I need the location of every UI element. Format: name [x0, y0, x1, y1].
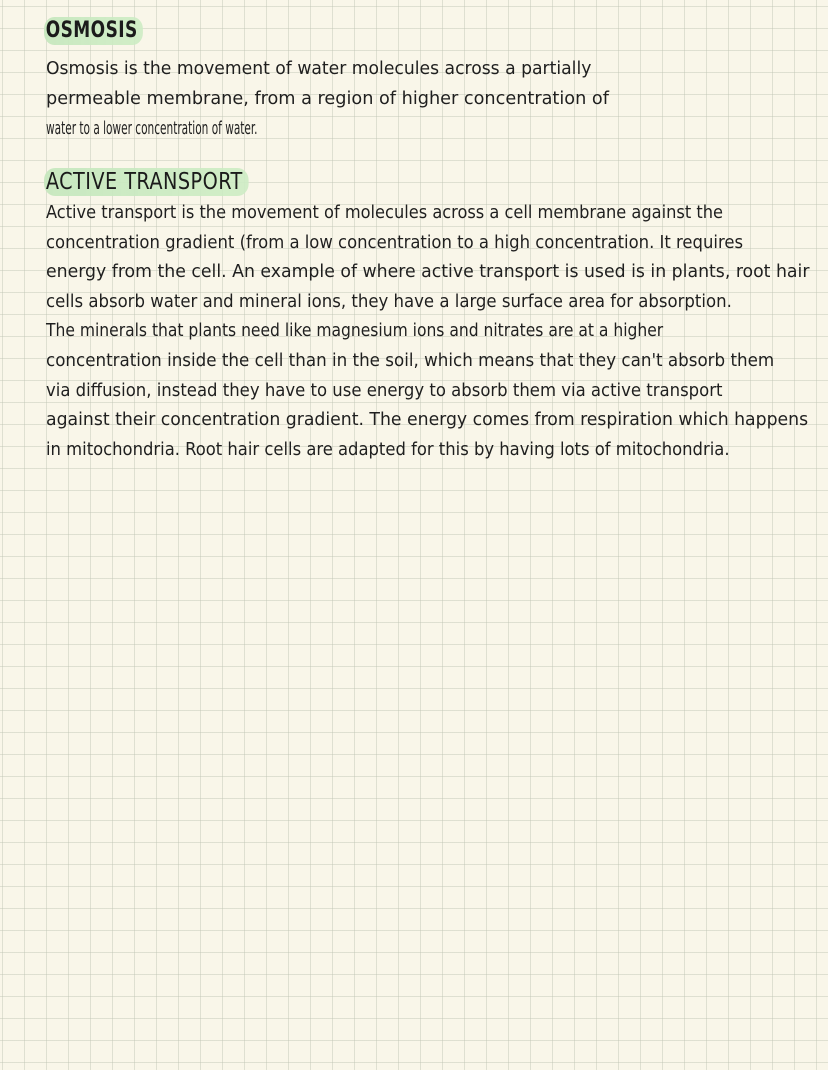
- active-transport-heading: ACTIVE TRANSPORT: [44, 168, 248, 196]
- osmosis-line: permeable membrane, from a region of higher concentration of: [46, 88, 609, 109]
- osmosis-line: Osmosis is the movement of water molecules across a partially: [46, 58, 592, 79]
- active-transport-line: The minerals that plants need like magnesium ions and nitrates are at a higher: [46, 320, 664, 342]
- active-transport-paragraph: [46, 198, 810, 464]
- active-transport-line: cells absorb water and mineral ions, they have a large surface area for absorption.: [46, 290, 732, 312]
- active-transport-line: energy from the cell. An example of where active transport is used is in plants, root hair: [46, 261, 810, 283]
- active-transport-line: against their concentration gradient. The energy comes from respiration which happens: [46, 409, 809, 431]
- osmosis-line: water to a lower concentration of water.: [46, 118, 258, 139]
- osmosis-heading: OSMOSIS: [44, 17, 143, 45]
- active-transport-line: concentration inside the cell than in the soil, which means that they can't absorb them: [46, 349, 775, 371]
- active-transport-line: via diffusion, instead they have to use energy to absorb them via active transport: [46, 379, 723, 401]
- active-transport-line: in mitochondria. Root hair cells are adapted for this by having lots of mitochondria.: [46, 438, 730, 460]
- osmosis-paragraph: [46, 54, 609, 144]
- active-transport-line: concentration gradient (from a low concentration to a high concentration. It requires: [46, 231, 744, 253]
- active-transport-line: Active transport is the movement of molecules across a cell membrane against the: [46, 202, 723, 223]
